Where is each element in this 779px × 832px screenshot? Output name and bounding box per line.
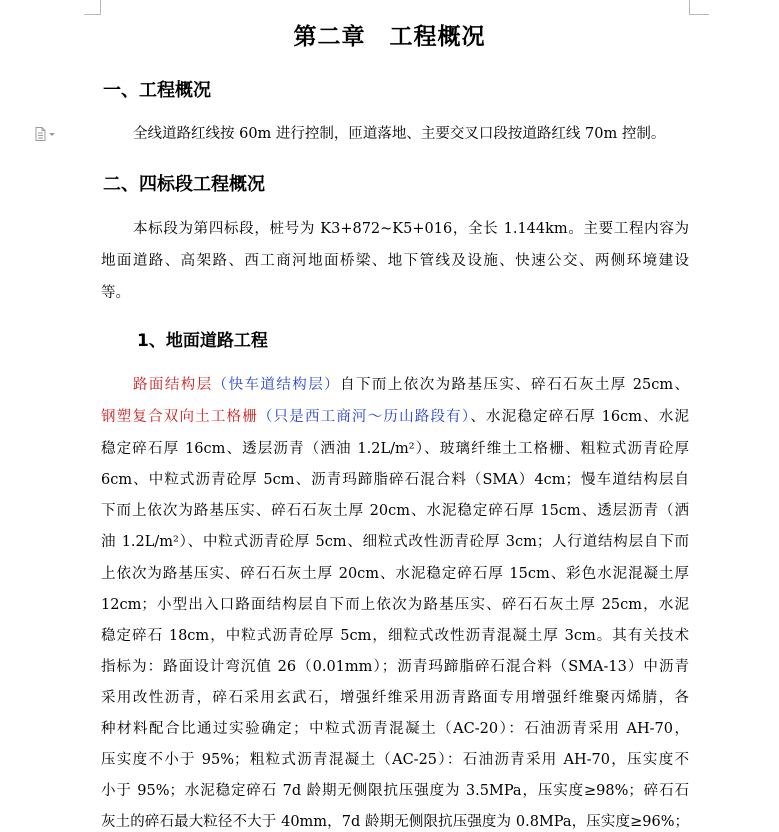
margin-marker-top-left — [100, 0, 101, 14]
margin-marker-top-right — [689, 0, 690, 14]
subsection-line-15: 灰土的碎石最大粒径不大于 40mm，7d 龄期无侧限抗压强度为 0.8MPa，压实度≥96%； — [101, 814, 689, 830]
highlight-red-text: 路面结构层 — [133, 377, 213, 393]
section-heading-1: 一、工程概况 — [103, 80, 211, 101]
subsection-line-8: 12cm；小型出入口路面结构层自下而上依次为路基压实、碎石石灰土厚 25cm，水泥 — [101, 597, 689, 613]
subsection-line-11: 采用改性沥青，碎石采用玄武石，增强纤维采用沥青路面专用增强纤维聚丙烯腈，各 — [101, 690, 689, 706]
subsection-line-5: 下而上依次为路基压实、碎石石灰土厚 20cm、水泥稳定碎石厚 15cm、透层沥青（洒 — [101, 503, 689, 519]
subsection-line-12: 种材料配合比通过实验确定；中粒式沥青混凝土（AC-20）：石油沥青采用 AH-70， — [101, 721, 689, 737]
subsection-heading-1: 1、地面道路工程 — [137, 331, 268, 351]
subsection-line-13: 压实度不小于 95%；粗粒式沥青混凝土（AC-25）：石油沥青采用 AH-70，压实度不 — [101, 752, 689, 768]
chapter-name: 工程概况 — [389, 24, 486, 50]
section-heading-2: 二、四标段工程概况 — [103, 174, 265, 195]
highlight-blue-text: （快车道结构层） — [212, 377, 341, 393]
section2-line-3: 等。 — [101, 285, 130, 301]
section2-line-1: 本标段为第四标段，桩号为 K3+872~K5+016，全长 1.144km。主要工程内容为 — [133, 221, 689, 237]
highlight-blue-text: （只是西工商河～历山路段有） — [257, 409, 471, 425]
margin-marker-top-right — [689, 14, 709, 15]
body-text: 自下而上依次为路基压实、碎石石灰土厚 25cm、 — [340, 377, 690, 393]
paragraph-options-icon[interactable] — [34, 126, 58, 140]
subsection-line-7: 上依次为路基压实、碎石石灰土厚 20cm、水泥稳定碎石厚 15cm、彩色水泥混凝土厚 — [101, 566, 689, 582]
subsection-line-10: 指标为：路面设计弯沉值 26（0.01mm）；沥青玛蹄脂碎石混合料（SMA-13）中沥青 — [101, 659, 689, 675]
subsection-line-4: 6cm、中粒式沥青砼厚 5cm、沥青玛蹄脂碎石混合料（SMA）4cm；慢车道结构层自 — [101, 472, 689, 488]
subsection-line-14: 小于 95%；水泥稳定碎石 7d 龄期无侧限抗压强度为 3.5MPa，压实度≥98%；碎石石 — [101, 783, 689, 799]
chapter-title — [0, 18, 779, 51]
section1-paragraph: 全线道路红线按 60m 进行控制，匝道落地、主要交叉口段按道路红线 70m 控制。 — [133, 126, 666, 142]
subsection-line-6: 油 1.2L/m²）、中粒式沥青砼厚 5cm、细粒式改性沥青砼厚 3cm；人行道结构层自下而 — [101, 534, 689, 550]
highlight-red-text: 钢塑复合双向土工格栅 — [101, 409, 258, 425]
subsection-line-1 — [133, 373, 689, 394]
subsection-line-9: 稳定碎石 18cm，中粒式沥青砼厚 5cm，细粒式改性沥青混凝土厚 3cm。其有关技术 — [101, 628, 689, 644]
section2-line-2: 地面道路、高架路、西工商河地面桥梁、地下管线及设施、快速公交、两侧环境建设 — [101, 253, 689, 269]
subsection-line-3: 稳定碎石厚 16cm、透层沥青（洒油 1.2L/m²）、玻璃纤维土工格栅、粗粒式沥青砼厚 — [101, 441, 689, 457]
body-text: 、水泥稳定碎石厚 16cm、水泥 — [470, 409, 690, 425]
chapter-number: 第二章 — [293, 24, 366, 50]
margin-marker-top-left — [84, 14, 101, 15]
subsection-line-2 — [101, 405, 689, 426]
